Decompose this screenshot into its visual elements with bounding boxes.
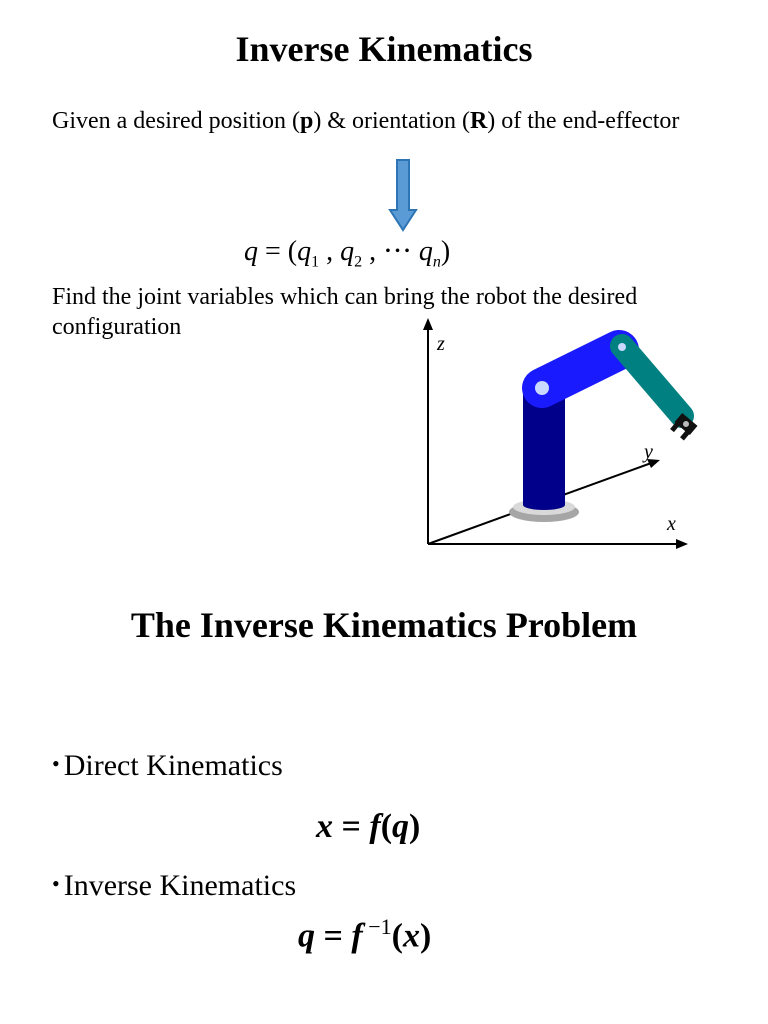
find-joint-variables-text: Find the joint variables which can bring the robot the desired configuration (52, 284, 638, 340)
x-axis-label: x (667, 513, 676, 535)
bullet-icon: • (52, 751, 60, 776)
bullet-icon: • (52, 871, 60, 896)
y-axis-label: y (644, 441, 653, 463)
inverse-kinematics-formula: q = f $^{-1}$(x) (298, 914, 432, 955)
robot-arm-illustration (509, 335, 698, 522)
bullet-inverse-kinematics: • Inverse Kinematics (52, 869, 297, 902)
bullet-direct-kinematics: • Direct Kinematics (52, 749, 283, 782)
position-symbol: p (299, 108, 314, 134)
given-text: Given a desired position (p) & orientation (R) of the end-effector (52, 108, 680, 134)
down-arrow-icon (390, 160, 416, 230)
orientation-symbol: R (469, 108, 488, 134)
slide-1-title: Inverse Kinematics (235, 29, 533, 69)
joint-vector-equation: $q = (q_1$ , $q_2$ , ⋅⋅⋅ $q_n$) (244, 236, 451, 271)
direct-kinematics-formula: x = f(q) (316, 808, 421, 845)
z-axis-label: z (437, 333, 445, 355)
slide-2-title: The Inverse Kinematics Problem (130, 605, 638, 645)
